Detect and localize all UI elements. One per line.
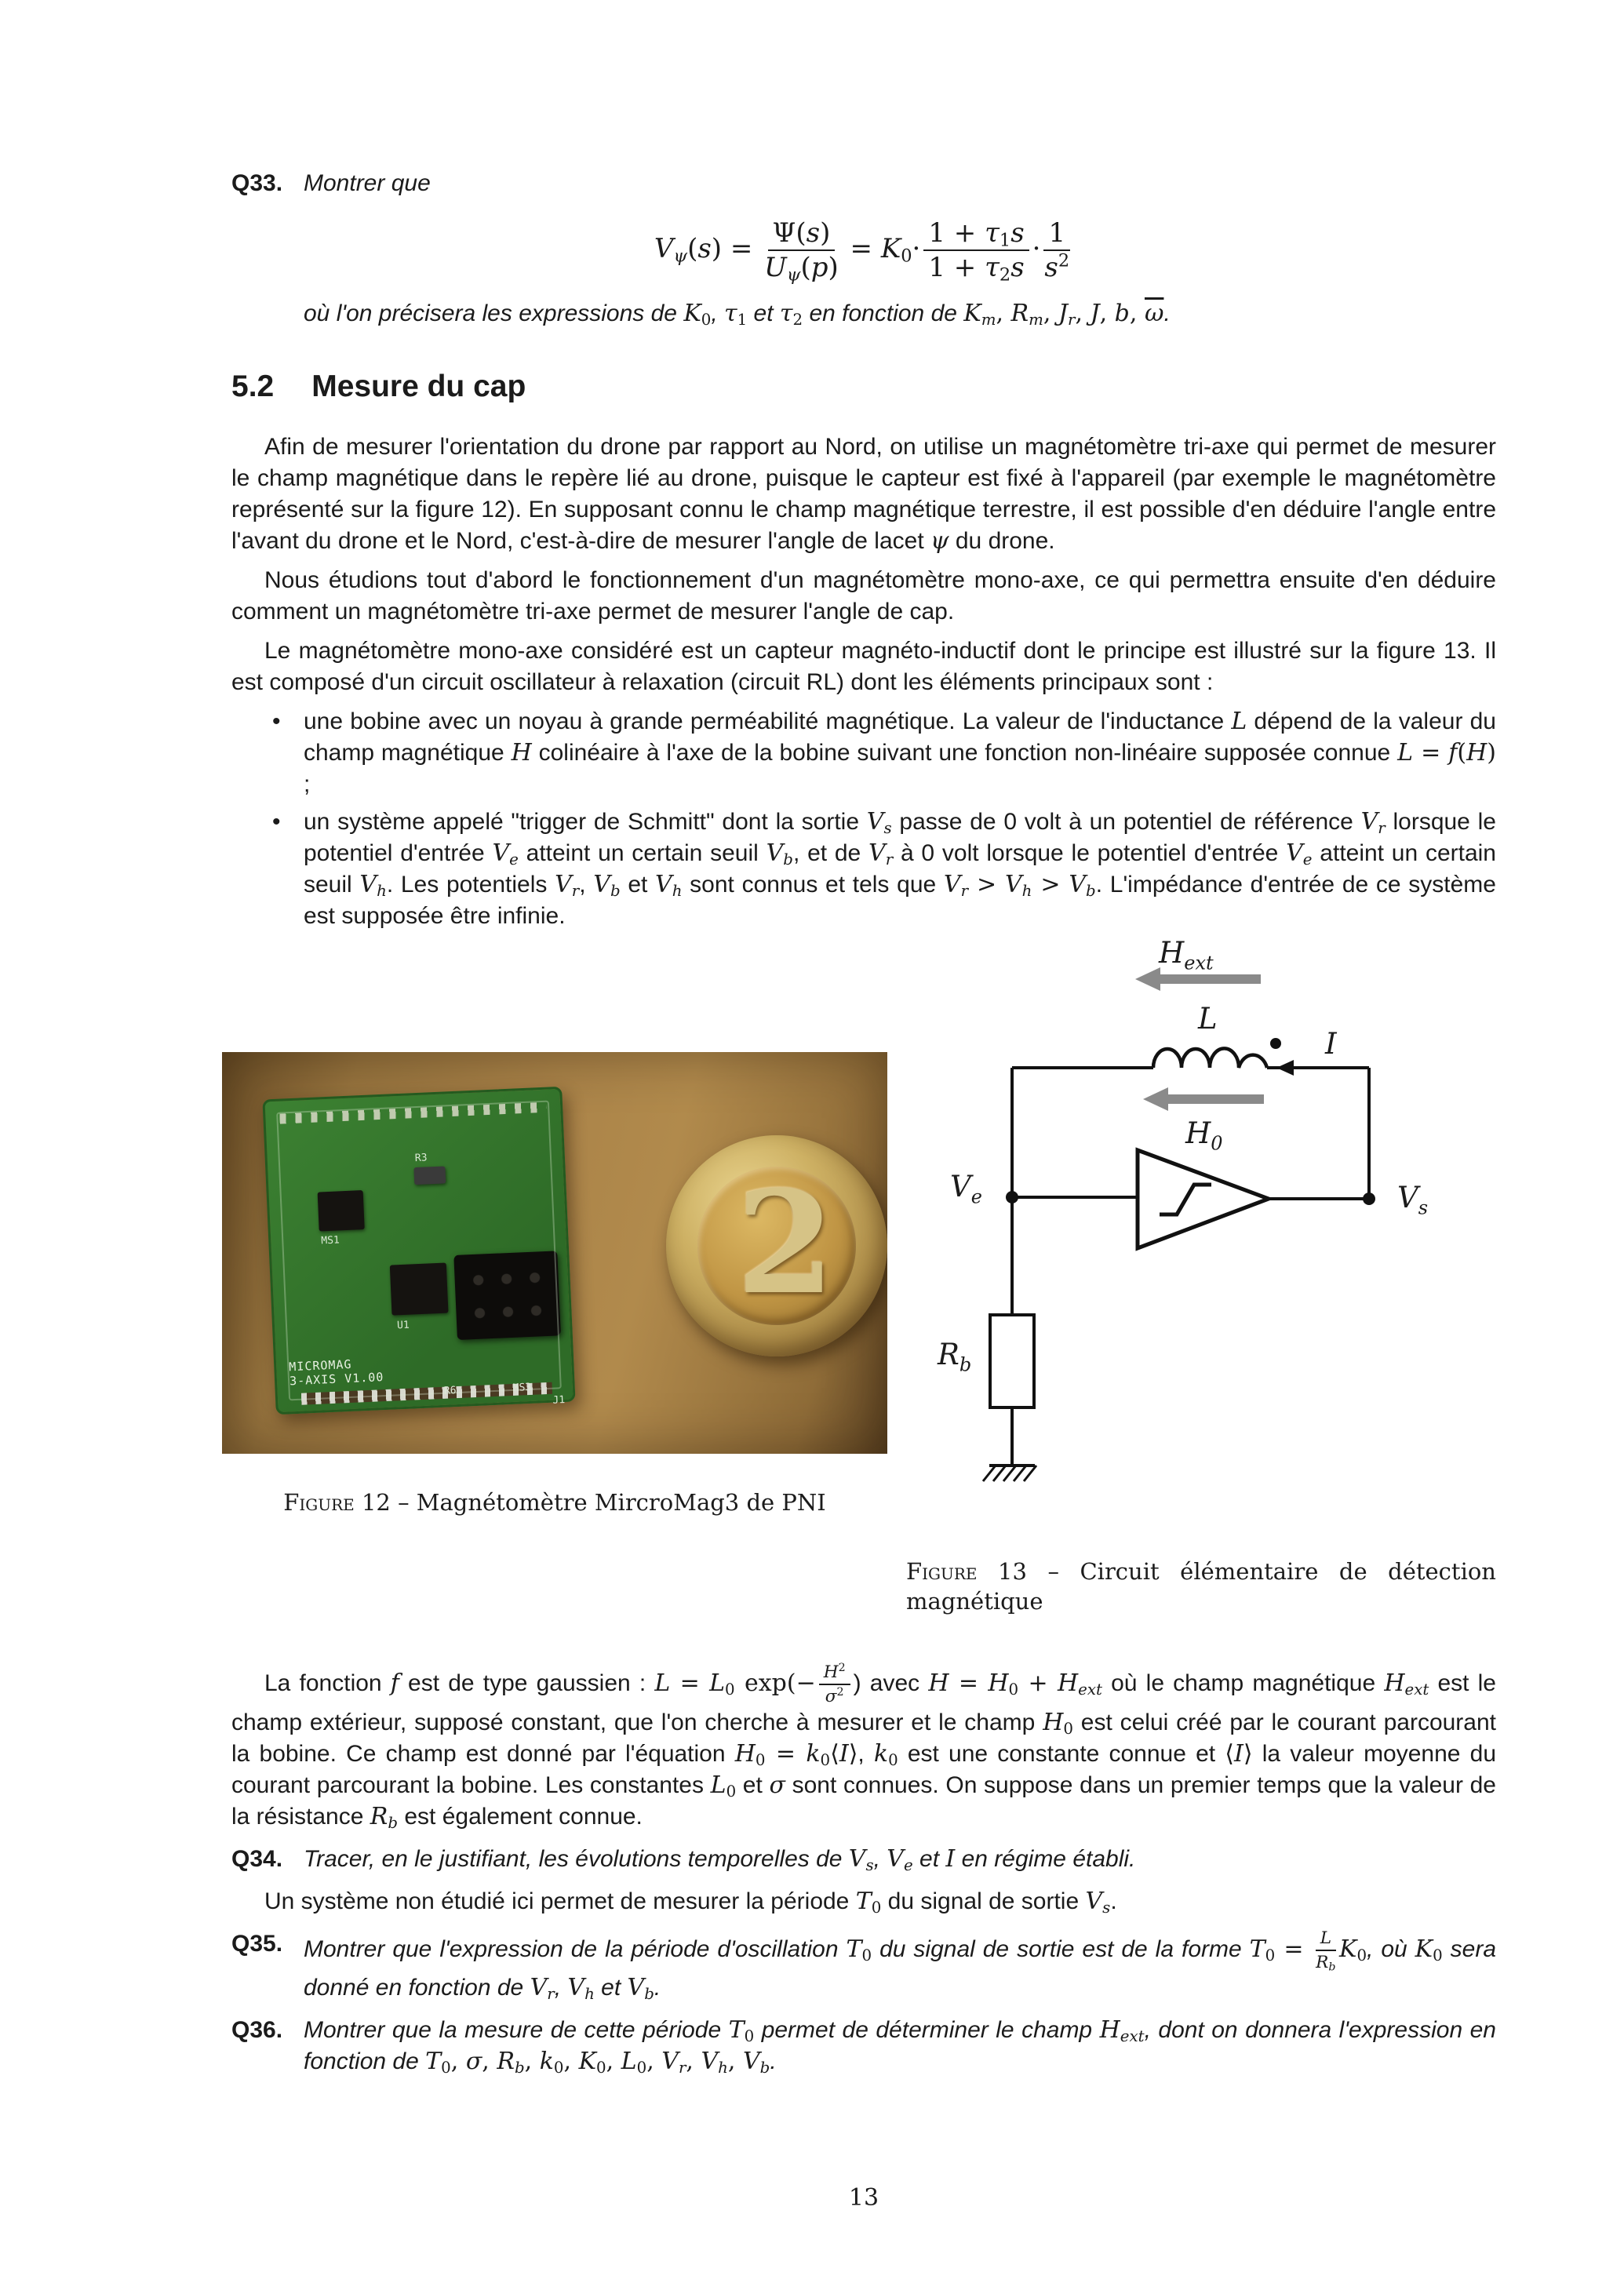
label-ve: $V_e$ <box>950 1170 982 1208</box>
figure13-caption: Figure 13 – Circuit élémentaire de détection magnétique <box>906 1558 1496 1615</box>
paragraph-intro: Afin de mesurer l'orientation du drone par rapport au Nord, on utilise un magnétomètre tri-axe qui permet de mesurer le champ magnétique dans le repère lié au drone, puisque le capteur est fixé à l'appareil (par exemple le magnétomètre représenté sur la figure 12). En supposant connu le champ magnétique terrestre, il est possible d'en déduire l'angle entre l'avant du drone et le Nord, c'est-à-dire de mesurer l'angle de lacet ψ du drone. <box>231 434 1496 555</box>
section-heading <box>231 369 1496 405</box>
bullet-list <box>231 706 1496 932</box>
pcb-chip <box>390 1263 449 1316</box>
page-content <box>231 157 1496 2088</box>
figure12-photo <box>222 1052 887 1454</box>
label-h-ext: $H_{ext}$ <box>1159 936 1214 974</box>
inductor-icon <box>1153 1048 1267 1068</box>
figures-region <box>231 938 1496 1648</box>
pcb-connector <box>453 1251 561 1340</box>
pcb-label: U1 <box>396 1319 410 1332</box>
pcb-label: R3 <box>414 1152 428 1165</box>
section-number: 5.2 <box>231 370 275 404</box>
pcb-chip <box>318 1190 365 1231</box>
euro-coin-digit: 2 <box>736 1160 835 1327</box>
paragraph-gaussien: La fonction f est de type gaussien : L = L0 exp(− $\frac{H^2}{\sigma^2}$ ) avec H = H0 + Hext où le champ magnétique Hext est le champ extérieur, supposé constant, que l'on cherche à mesurer et le champ H0 est celui créé par le courant parcourant la bobine. Ce champ est donné par l'équation H0 = k0⟨I⟩, k0 est une constante connue et ⟨I⟩ la valeur moyenne du courant parcourant la bobine. Les constantes L0 et σ sont connues. On suppose dans un premier temps que la valeur de la résistance Rb est également connue. <box>231 1662 1497 1832</box>
paragraph-principe: Le magnétomètre mono-axe considéré est un capteur magnéto-inductif dont le principe est illustré sur la figure 13. Il est composé d'un circuit oscillateur à relaxation (circuit RL) dont les éléments principaux sont : <box>231 638 1496 696</box>
pcb-resistor <box>413 1167 446 1185</box>
pcb-pads <box>279 1102 546 1124</box>
paragraph-periode: Un système non étudié ici permet de mesurer la période T0 du signal de sortie Vs. <box>264 1887 1117 1917</box>
resistor-icon <box>990 1315 1034 1407</box>
current-arrow-icon <box>1276 1060 1294 1076</box>
label-rb: $R_b$ <box>938 1338 972 1376</box>
question-q33 <box>231 168 1496 330</box>
euro-coin <box>666 1135 887 1356</box>
winding-dot <box>1270 1038 1281 1049</box>
list-item-trigger: • un système appelé "trigger de Schmitt" dont la sortie Vs passe de 0 volt à un potentiel de référence Vr lorsque le potentiel d'entrée Ve atteint un certain seuil Vb, et de Vr à 0 volt lorsque le potentiel d'entrée Ve atteint un certain seuil Vh. Les potentiels Vr, Vb et Vh sont connus et tels que Vr > Vh > Vb. L'impédance d'entrée de ce système est supposée être infinie. <box>231 807 1496 932</box>
question-q33-intro: Montrer que <box>304 170 431 196</box>
schmitt-trigger-icon <box>1138 1150 1269 1248</box>
question-q33-label: Q33. <box>231 170 283 196</box>
question-q35 <box>231 1928 1496 2004</box>
question-q34-label: Q34. <box>231 1845 283 1872</box>
ground-hatches <box>983 1466 1036 1481</box>
question-q34 <box>231 1844 1496 1875</box>
figure13-circuit <box>922 938 1502 1542</box>
node-dot-ve <box>1006 1191 1018 1203</box>
page-number: 13 <box>848 2184 879 2212</box>
pcb-label: MS3 <box>512 1382 532 1395</box>
pcb-silkscreen-text: MICROMAG 3-AXIS V1.00 <box>288 1357 384 1389</box>
pcb-label: R6 <box>443 1385 457 1397</box>
equation-q33: Vψ(s) = $\frac{\Psi(s)}{U\psi(p)}$ = K0· $\frac{1 + \tau 1s}{1 + \tau 2s}$ · $\frac{1}{s^2}$ <box>654 217 1070 286</box>
section-title: Mesure du cap <box>311 370 526 404</box>
pcb-label: J1 <box>552 1394 566 1407</box>
question-q34-text: Tracer, en le justifiant, les évolutions temporelles de Vs, Ve et I en régime établi. <box>304 1844 1136 1874</box>
pcb-board <box>262 1087 575 1415</box>
question-q36-label: Q36. <box>231 2016 283 2043</box>
label-inductance: L <box>1198 1002 1218 1036</box>
pcb-label: MS1 <box>321 1234 340 1247</box>
question-q36-text: Montrer que la mesure de cette période T0 permet de déterminer le champ Hext, dont on donnera l'expression en fonction de T0, σ, Rb, k0, K0, L0, Vr, Vh, Vb. <box>304 2015 1496 2077</box>
label-h0: $H_0$ <box>1185 1116 1223 1155</box>
question-q33-note: où l'on précisera les expressions de K0, τ1 et τ2 en fonction de Km, Rm, Jr, J, b, $\overline{\omega}$. <box>304 300 1171 330</box>
label-vs: $V_s$ <box>1397 1181 1429 1219</box>
node-dot-vs <box>1363 1193 1375 1205</box>
question-q35-text: Montrer que l'expression de la période d'oscillation T0 du signal de sortie est de la forme T0 = $\frac{L}{Rb}$ K0, où K0 sera donné en fonction de Vr, Vh et Vb. <box>304 1928 1497 2003</box>
list-item-bobine: • une bobine avec un noyau à grande perméabilité magnétique. La valeur de l'inductance L dépend de la valeur du champ magnétique H colinéaire à l'axe de la bobine suivant une fonction non-linéaire supposée connue L = f(H) ; <box>231 706 1496 800</box>
figure12-caption: Figure 12 – Magnétomètre MircroMag3 de PNI <box>283 1489 826 1517</box>
label-current: I <box>1325 1027 1337 1061</box>
question-q36 <box>231 2015 1496 2077</box>
question-q35-label: Q35. <box>231 1930 283 1957</box>
field-arrow-h0-icon <box>1143 1087 1264 1111</box>
paragraph-mono-axe: Nous étudions tout d'abord le fonctionnement d'un magnétomètre mono-axe, ce qui permettra ensuite d'en déduire comment un magnétomètre tri-axe permet de mesurer l'angle de cap. <box>231 567 1496 625</box>
